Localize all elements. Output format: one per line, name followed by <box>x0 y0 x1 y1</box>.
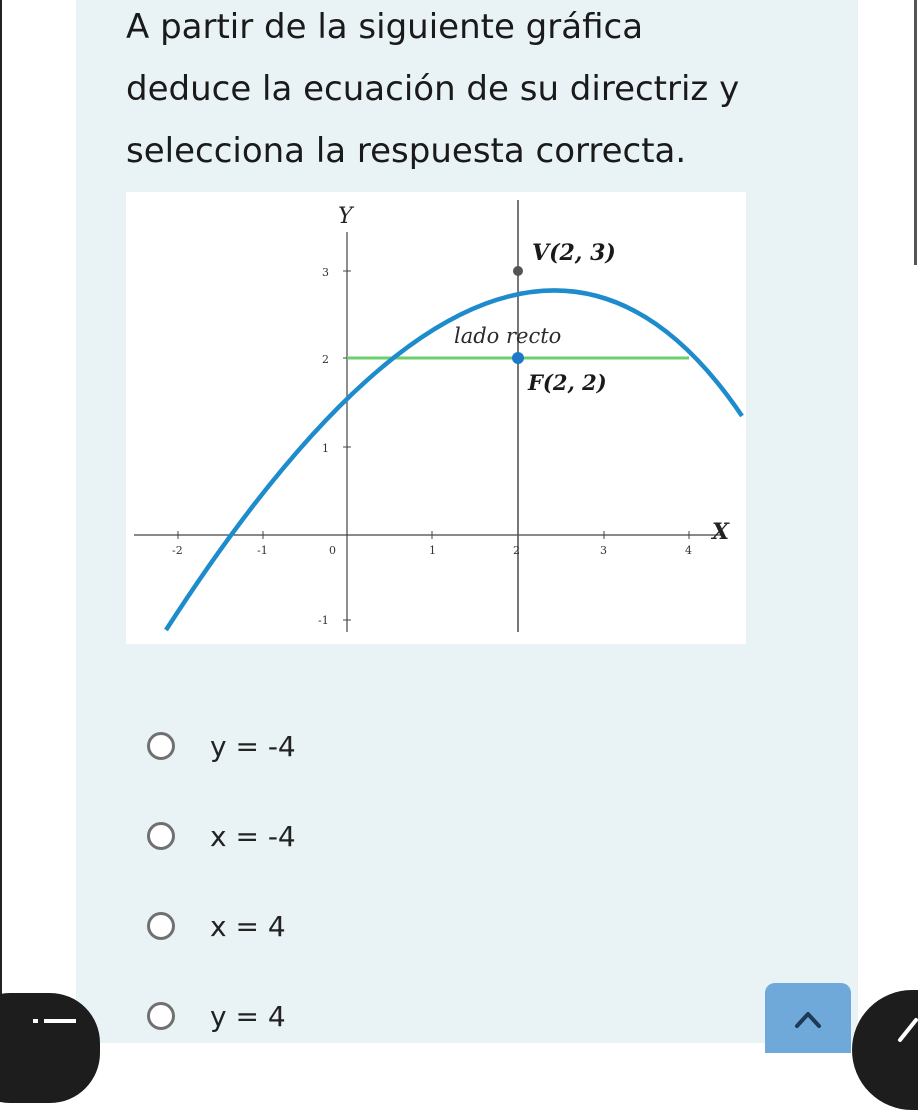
option-x-neg4[interactable] <box>145 808 405 864</box>
check-icon <box>852 990 918 1110</box>
vertex-label: V(2, 3) <box>532 240 616 266</box>
focus-point <box>512 352 524 364</box>
left-border <box>0 0 2 1043</box>
option-label: x = -4 <box>210 819 296 853</box>
x-tick-label: -2 <box>172 544 183 557</box>
y-tick-label: 2 <box>322 353 329 366</box>
option-x-4[interactable] <box>145 898 405 954</box>
radio-button[interactable] <box>147 822 175 850</box>
option-label: y = -4 <box>210 729 296 763</box>
option-y-4[interactable] <box>145 988 405 1044</box>
option-y-neg4[interactable] <box>145 718 405 774</box>
x-tick-label: 1 <box>429 544 436 557</box>
latus-rectum-label: lado recto <box>454 324 562 348</box>
y-tick-label: 1 <box>322 442 329 455</box>
y-tick-label: 3 <box>322 266 329 279</box>
scrollbar[interactable] <box>914 0 917 265</box>
x-axis-label: X <box>712 519 730 545</box>
list-icon <box>0 993 100 1103</box>
check-button[interactable] <box>852 990 918 1110</box>
parabola-graph <box>126 192 746 644</box>
radio-button[interactable] <box>147 732 175 760</box>
option-label: x = 4 <box>210 909 286 943</box>
x-tick-label: 0 <box>329 544 336 557</box>
x-tick-label: 3 <box>600 544 607 557</box>
y-axis-label: Y <box>338 204 353 229</box>
option-label: y = 4 <box>210 999 286 1033</box>
focus-label: F(2, 2) <box>528 370 607 395</box>
y-tick-label: -1 <box>318 614 329 627</box>
radio-button[interactable] <box>147 1002 175 1030</box>
x-tick-label: 4 <box>685 544 692 557</box>
menu-button[interactable] <box>0 993 100 1103</box>
x-tick-label: 2 <box>513 544 520 557</box>
radio-button[interactable] <box>147 912 175 940</box>
question-text: A partir de la siguiente gráfica deduce la ecuación de su directriz y selecciona la respuesta correcta. <box>126 7 740 171</box>
vertex-point <box>513 266 523 276</box>
x-tick-label: -1 <box>257 544 268 557</box>
